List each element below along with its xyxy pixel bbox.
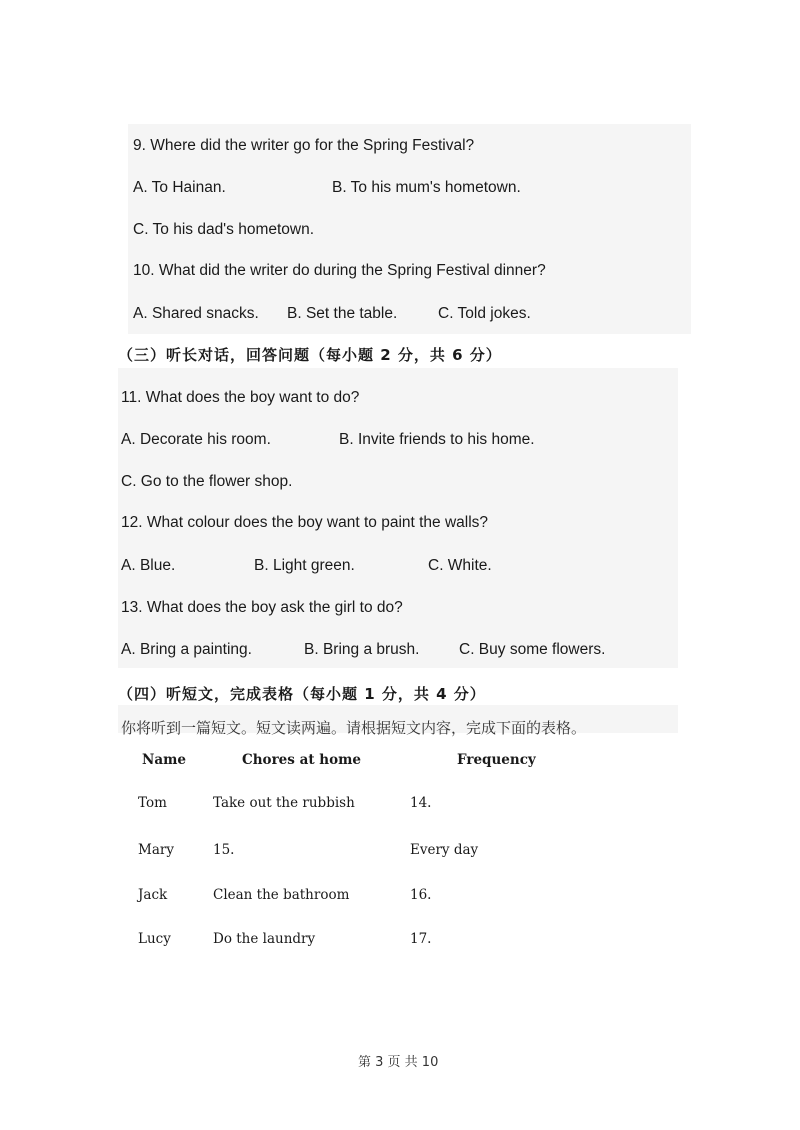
table-cell-frequency: 16.	[410, 887, 432, 903]
table-header-frequency: Frequency	[457, 752, 536, 768]
q12-question: 12. What colour does the boy want to paint the walls?	[121, 514, 489, 531]
q9-option-c: C. To his dad's hometown.	[133, 221, 315, 238]
q9-option-a: A. To Hainan.	[133, 179, 226, 196]
q12-option-b: B. Light green.	[254, 557, 355, 574]
q10-question: 10. What did the writer do during the Spring Festival dinner?	[133, 262, 546, 279]
q12-option-a: A. Blue.	[121, 557, 176, 574]
q11-option-b: B. Invite friends to his home.	[339, 431, 535, 448]
table-cell-chore: Clean the bathroom	[213, 887, 350, 903]
table-cell-chore: Take out the rubbish	[213, 795, 355, 811]
q10-option-c: C. Told jokes.	[438, 305, 531, 322]
q13-option-a: A. Bring a painting.	[121, 641, 252, 658]
q13-question: 13. What does the boy ask the girl to do?	[121, 599, 403, 616]
table-cell-name: Lucy	[138, 931, 171, 947]
table-cell-name: Mary	[138, 842, 174, 858]
section-instruction: 你将听到一篇短文。短文读两遍。请根据短文内容，完成下面的表格。	[121, 719, 587, 737]
table-header-chores: Chores at home	[242, 752, 361, 768]
page-number: 第 3 页 共 10	[358, 1055, 439, 1070]
section-heading-part3: （三）听长对话，回答问题（每小题 2 分，共 6 分）	[118, 346, 502, 364]
table-cell-frequency: Every day	[410, 842, 479, 858]
q10-option-a: A. Shared snacks.	[133, 305, 259, 322]
table-cell-frequency: 14.	[410, 795, 432, 811]
q9-question: 9. Where did the writer go for the Spring Festival?	[133, 137, 475, 154]
q11-option-a: A. Decorate his room.	[121, 431, 271, 448]
table-cell-name: Tom	[138, 795, 167, 811]
q10-option-b: B. Set the table.	[287, 305, 398, 322]
section-heading-part4: （四）听短文，完成表格（每小题 1 分，共 4 分）	[118, 685, 486, 703]
q9-option-b: B. To his mum's hometown.	[332, 179, 521, 196]
table-cell-frequency: 17.	[410, 931, 432, 947]
table-cell-chore: Do the laundry	[213, 931, 316, 947]
q11-question: 11. What does the boy want to do?	[121, 389, 360, 406]
table-cell-chore: 15.	[213, 842, 235, 858]
q13-option-c: C. Buy some flowers.	[459, 641, 606, 658]
q13-option-b: B. Bring a brush.	[304, 641, 420, 658]
q11-option-c: C. Go to the flower shop.	[121, 473, 293, 490]
table-header-name: Name	[142, 752, 186, 768]
q12-option-c: C. White.	[428, 557, 492, 574]
table-cell-name: Jack	[138, 887, 168, 903]
